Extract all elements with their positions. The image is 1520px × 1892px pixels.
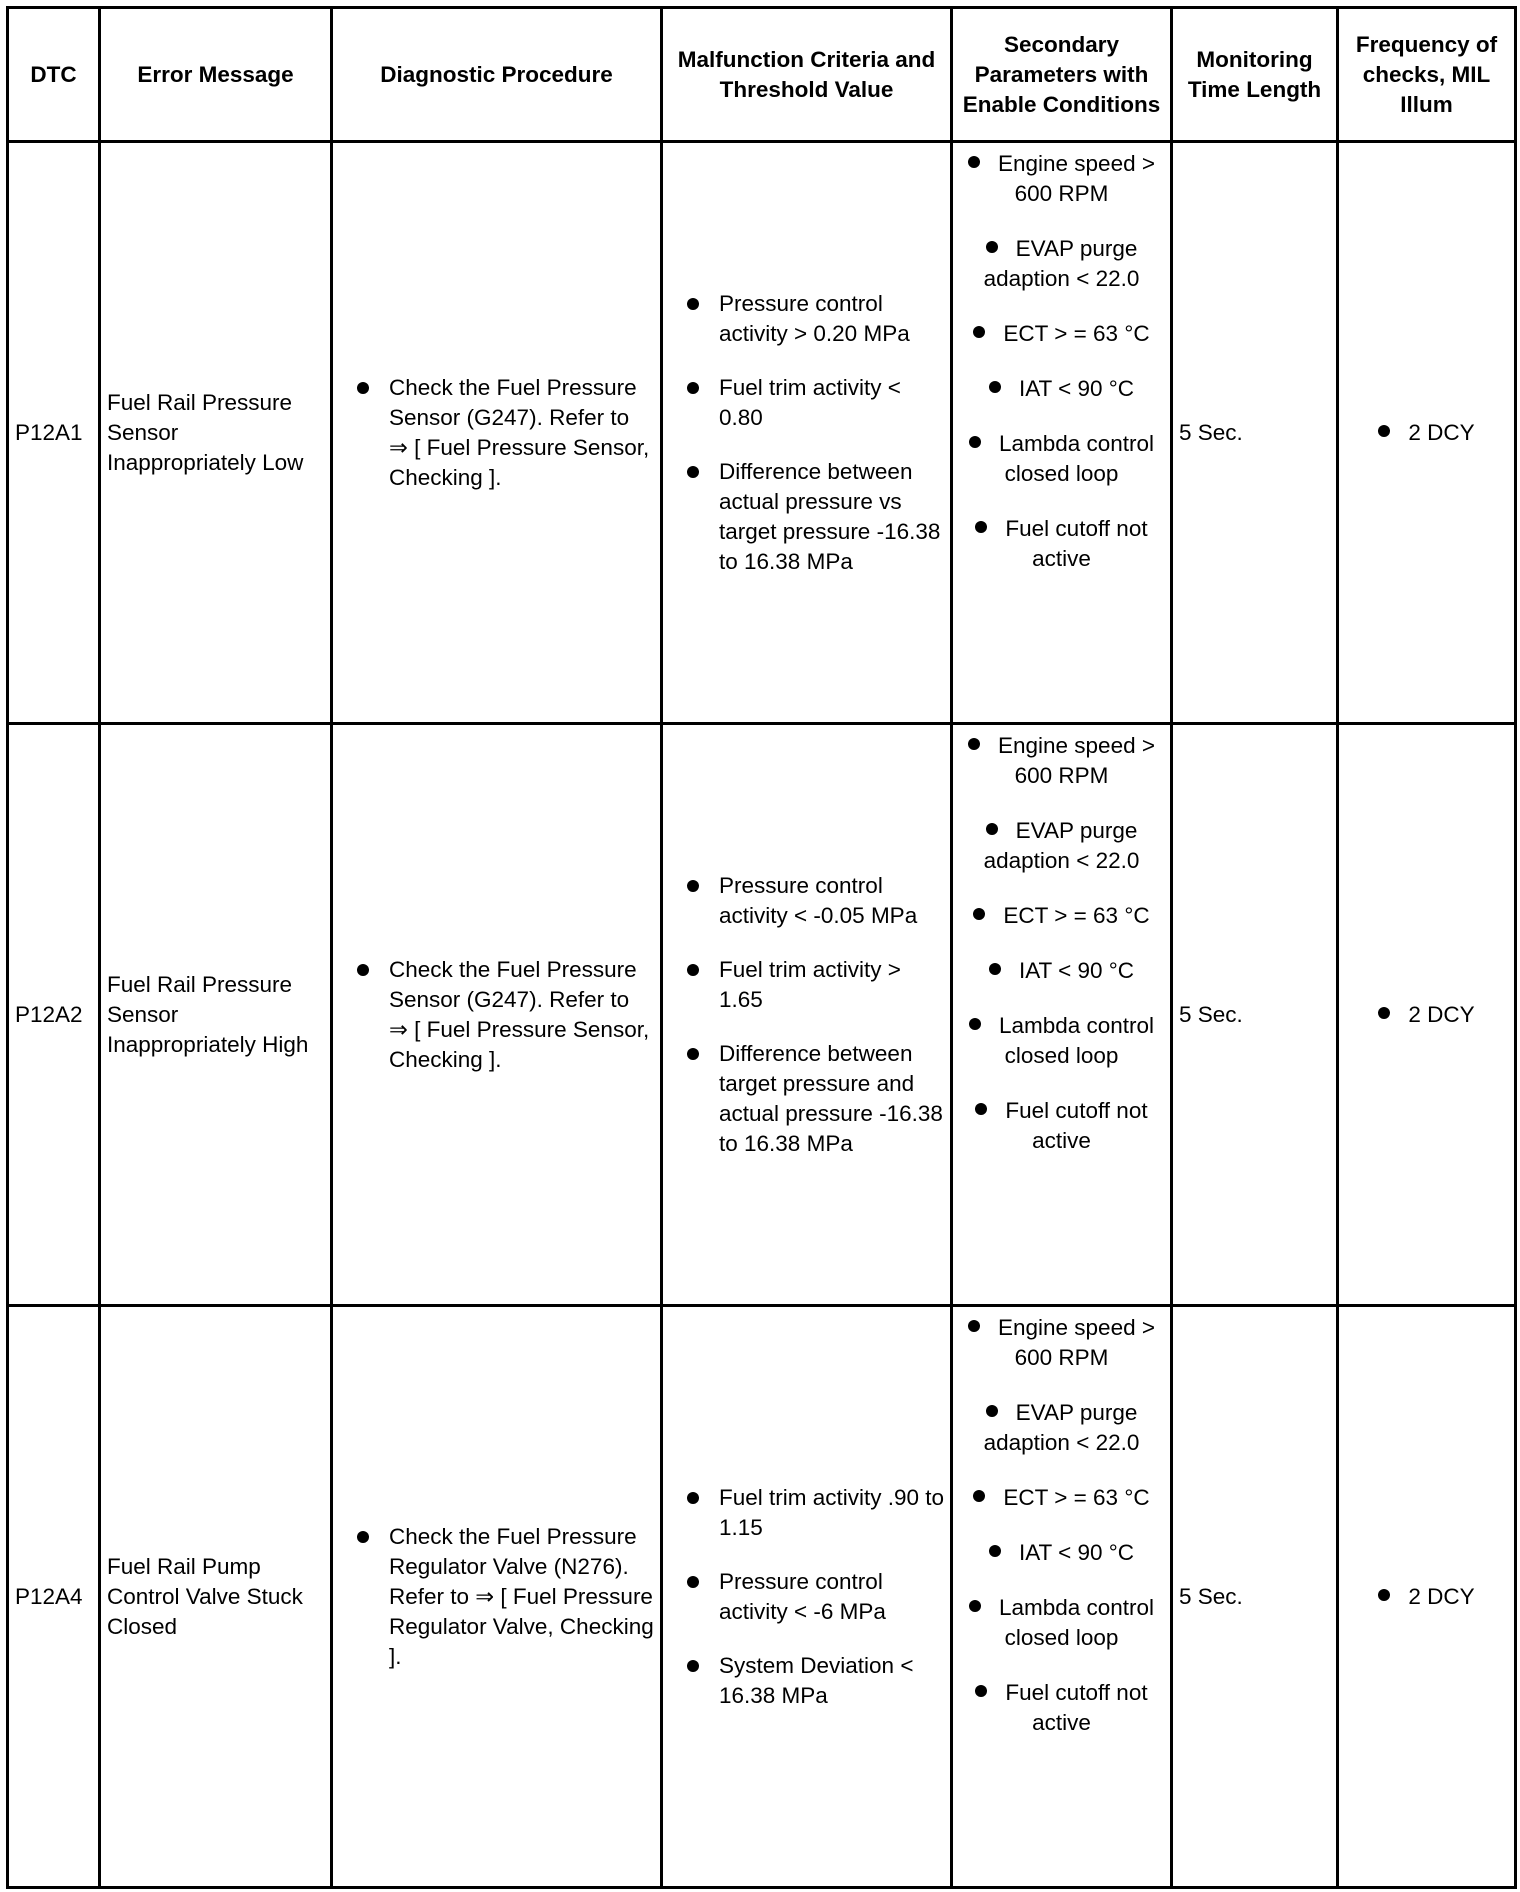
list-item: Lambda control closed loop xyxy=(955,1011,1168,1071)
list-item: Lambda control closed loop xyxy=(955,429,1168,489)
diagnostic-procedure xyxy=(332,724,662,1306)
malfunction-criteria xyxy=(662,724,952,1306)
list-item: EVAP purge adaption < 22.0 xyxy=(983,1400,1140,1455)
bullet-icon xyxy=(973,326,985,338)
header-diagnostic-procedure: Diagnostic Procedure xyxy=(332,8,662,142)
list-item: Lambda control closed loop xyxy=(955,1593,1168,1653)
list-item: Pressure control activity < -0.05 MPa xyxy=(719,871,946,931)
list-item: Difference between actual pressure vs target pressure -16.38 to 16.38 MPa xyxy=(719,457,946,577)
list-item: System Deviation < 16.38 MPa xyxy=(719,1651,946,1711)
bullet-icon xyxy=(687,1576,699,1588)
bullet-icon xyxy=(357,1531,369,1543)
monitoring-time: 5 Sec. xyxy=(1172,1306,1338,1888)
list-item: ECT > = 63 °C xyxy=(955,901,1168,931)
bullet-icon xyxy=(975,521,987,533)
list-item: Pressure control activity > 0.20 MPa xyxy=(719,289,946,349)
bullet-icon xyxy=(687,298,699,310)
header-monitoring-time: Monitoring Time Length xyxy=(1172,8,1338,142)
monitoring-time: 5 Sec. xyxy=(1172,142,1338,724)
dtc-table xyxy=(6,6,1517,1889)
list-item: Pressure control activity < -6 MPa xyxy=(719,1567,946,1627)
header-frequency: Frequency of checks, MIL Illum xyxy=(1338,8,1516,142)
list-item: Difference between target pressure and actual pressure -16.38 to 16.38 MPa xyxy=(719,1039,946,1159)
bullet-icon xyxy=(968,738,980,750)
header-malfunction-criteria: Malfunction Criteria and Threshold Value xyxy=(662,8,952,142)
dtc-code: P12A4 xyxy=(8,1306,100,1888)
bullet-icon xyxy=(357,382,369,394)
bullet-icon xyxy=(986,823,998,835)
list-item: Check the Fuel Pressure Sensor (G247). Refer to ⇒ [ Fuel Pressure Sensor, Checking ]. xyxy=(389,373,654,493)
list-item: Fuel trim activity > 1.65 xyxy=(719,955,946,1015)
bullet-icon xyxy=(687,382,699,394)
monitoring-time: 5 Sec. xyxy=(1172,724,1338,1306)
bullet-icon xyxy=(687,1660,699,1672)
bullet-icon xyxy=(687,466,699,478)
list-item: ECT > = 63 °C xyxy=(955,319,1168,349)
bullet-icon xyxy=(687,1492,699,1504)
error-message: Fuel Rail Pump Control Valve Stuck Closed xyxy=(100,1306,332,1888)
header-secondary-parameters: Secondary Parameters with Enable Conditions xyxy=(952,8,1172,142)
dtc-code: P12A2 xyxy=(8,724,100,1306)
list-item: IAT < 90 °C xyxy=(955,956,1168,986)
list-item: Check the Fuel Pressure Regulator Valve (N276). Refer to ⇒ [ Fuel Pressure Regulator Valve, Checking ]. xyxy=(389,1522,654,1672)
list-item: Fuel trim activity .90 to 1.15 xyxy=(719,1483,946,1543)
diagnostic-procedure xyxy=(332,1306,662,1888)
diagnostic-procedure xyxy=(332,142,662,724)
bullet-icon xyxy=(969,1600,981,1612)
bullet-icon xyxy=(687,964,699,976)
list-item: Engine speed > 600 RPM xyxy=(955,1313,1168,1373)
bullet-icon xyxy=(989,381,1001,393)
list-item: Check the Fuel Pressure Sensor (G247). Refer to ⇒ [ Fuel Pressure Sensor, Checking ]. xyxy=(389,955,654,1075)
table-row xyxy=(8,1306,1516,1888)
bullet-icon xyxy=(687,880,699,892)
header-error-message: Error Message xyxy=(100,8,332,142)
bullet-icon xyxy=(973,1490,985,1502)
header-row xyxy=(8,8,1516,142)
malfunction-criteria xyxy=(662,1306,952,1888)
frequency: 2 DCY xyxy=(1338,724,1516,1306)
table-row xyxy=(8,142,1516,724)
list-item: Fuel cutoff not active xyxy=(955,1678,1168,1738)
list-item: Fuel cutoff not active xyxy=(955,514,1168,574)
frequency: 2 DCY xyxy=(1338,142,1516,724)
secondary-parameters xyxy=(952,142,1172,724)
bullet-icon xyxy=(1378,1007,1390,1019)
list-item: EVAP purge adaption < 22.0 xyxy=(983,818,1140,873)
bullet-icon xyxy=(357,964,369,976)
bullet-icon xyxy=(1378,1589,1390,1601)
bullet-icon xyxy=(989,1545,1001,1557)
bullet-icon xyxy=(969,1018,981,1030)
bullet-icon xyxy=(1378,425,1390,437)
bullet-icon xyxy=(969,436,981,448)
error-message: Fuel Rail Pressure Sensor Inappropriately Low xyxy=(100,142,332,724)
list-item: ECT > = 63 °C xyxy=(955,1483,1168,1513)
secondary-parameters xyxy=(952,1306,1172,1888)
list-item: IAT < 90 °C xyxy=(955,374,1168,404)
bullet-icon xyxy=(986,241,998,253)
secondary-parameters xyxy=(952,724,1172,1306)
list-item: IAT < 90 °C xyxy=(955,1538,1168,1568)
header-dtc: DTC xyxy=(8,8,100,142)
bullet-icon xyxy=(975,1103,987,1115)
bullet-icon xyxy=(975,1685,987,1697)
dtc-code: P12A1 xyxy=(8,142,100,724)
bullet-icon xyxy=(973,908,985,920)
list-item: Engine speed > 600 RPM xyxy=(955,731,1168,791)
bullet-icon xyxy=(687,1048,699,1060)
bullet-icon xyxy=(989,963,1001,975)
list-item: EVAP purge adaption < 22.0 xyxy=(983,236,1140,291)
malfunction-criteria xyxy=(662,142,952,724)
bullet-icon xyxy=(968,156,980,168)
list-item: Fuel cutoff not active xyxy=(955,1096,1168,1156)
error-message: Fuel Rail Pressure Sensor Inappropriately High xyxy=(100,724,332,1306)
list-item: Engine speed > 600 RPM xyxy=(955,149,1168,209)
frequency: 2 DCY xyxy=(1338,1306,1516,1888)
list-item: Fuel trim activity < 0.80 xyxy=(719,373,946,433)
bullet-icon xyxy=(986,1405,998,1417)
bullet-icon xyxy=(968,1320,980,1332)
table-row xyxy=(8,724,1516,1306)
